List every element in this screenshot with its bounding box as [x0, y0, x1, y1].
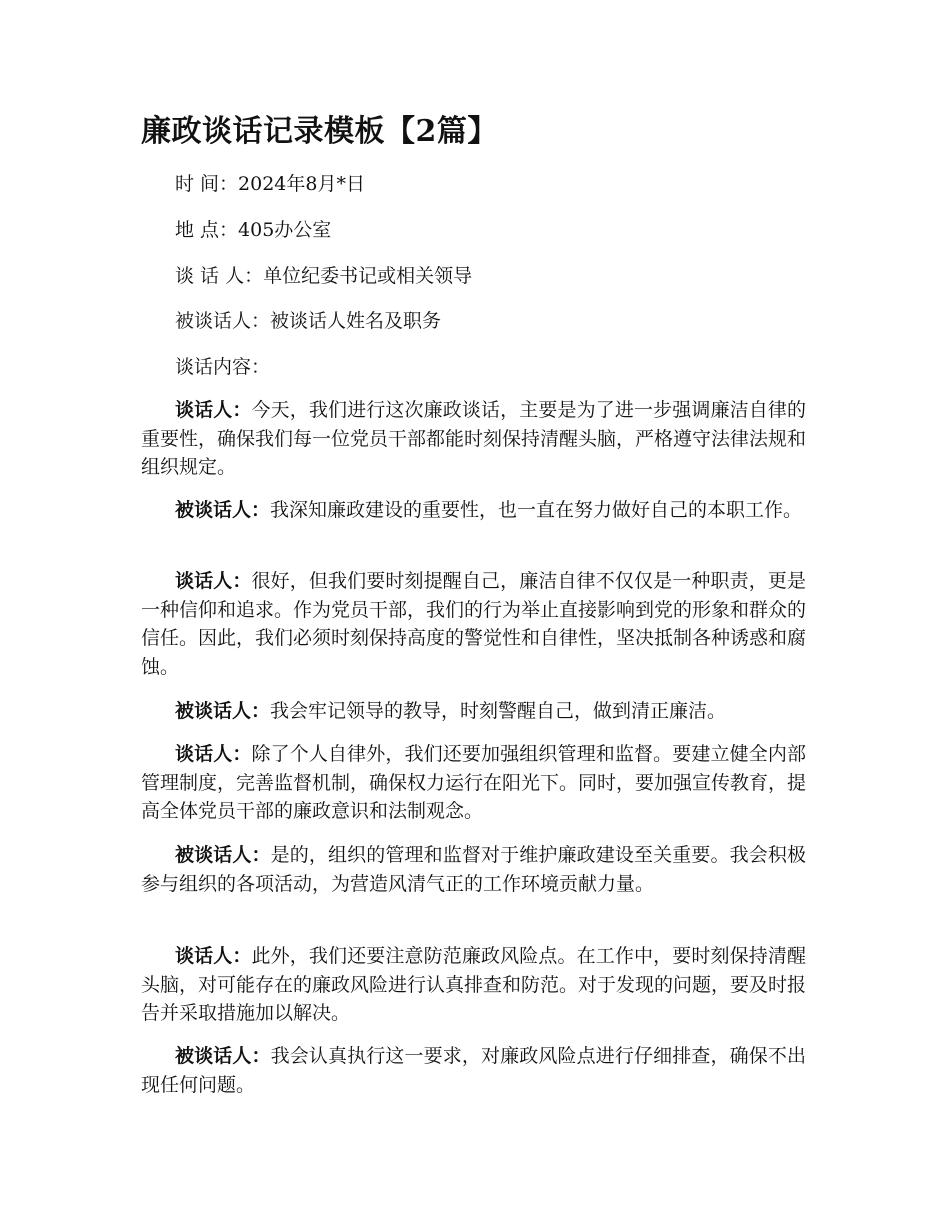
dialogue-paragraph: [141, 740, 806, 826]
meta-time: 时 间：2024年8月*日: [175, 173, 365, 195]
dialogue-paragraph: [141, 942, 806, 1028]
speaker-label: 被谈话人：: [175, 499, 271, 521]
speaker-label: 谈话人：: [175, 743, 252, 765]
dialogue-text: 是的，组织的管理和监督对于维护廉政建设至关重要。我会积极参与组织的各项活动，为营造风清气正的工作环境贡献力量。: [141, 844, 806, 895]
meta-location: 地 点：405办公室: [175, 219, 332, 241]
dialogue-paragraph: [141, 396, 806, 482]
dialogue-text: 此外，我们还要注意防范廉政风险点。在工作中，要时刻保持清醒头脑，对可能存在的廉政风险进行认真排查和防范。对于发现的问题，要及时报告并采取措施加以解决。: [141, 945, 807, 1024]
speaker-label: 谈话人：: [175, 945, 252, 967]
speaker-label: 谈话人：: [175, 570, 252, 592]
dialogue-paragraph: [141, 841, 806, 898]
speaker-label: 被谈话人：: [175, 700, 271, 722]
dialogue-text: 很好，但我们要时刻提醒自己，廉洁自律不仅仅是一种职责，更是一种信仰和追求。作为党员干部，我们的行为举止直接影响到党的形象和群众的信任。因此，我们必须时刻保持高度的警觉性和自律性，坚决抵制各种诱惑和腐蚀。: [141, 570, 807, 678]
dialogue-text: 我会认真执行这一要求，对廉政风险点进行仔细排查，确保不出现任何问题。: [141, 1045, 806, 1096]
meta-interviewee: 被谈话人：被谈话人姓名及职务: [175, 310, 442, 332]
dialogue-paragraph: [141, 1042, 806, 1099]
document-title: 廉政谈话记录模板【2篇】: [141, 114, 498, 149]
dialogue-paragraph: [141, 697, 806, 726]
meta-interviewer: 谈 话 人：单位纪委书记或相关领导: [175, 265, 473, 287]
dialogue-text: 我深知廉政建设的重要性，也一直在努力做好自己的本职工作。: [270, 499, 803, 521]
dialogue-text: 今天，我们进行这次廉政谈话，主要是为了进一步强调廉洁自律的重要性，确保我们每一位党员干部都能时刻保持清醒头脑，严格遵守法律法规和组织规定。: [141, 399, 807, 478]
meta-content-label: 谈话内容：: [175, 356, 271, 378]
speaker-label: 被谈话人：: [175, 1045, 271, 1067]
dialogue-text: 我会牢记领导的教导，时刻警醒自己，做到清正廉洁。: [270, 700, 727, 722]
dialogue-text: 除了个人自律外，我们还要加强组织管理和监督。要建立健全内部管理制度，完善监督机制，确保权力运行在阳光下。同时，要加强宣传教育，提高全体党员干部的廉政意识和法制观念。: [141, 743, 807, 822]
dialogue-paragraph: [141, 567, 806, 681]
speaker-label: 谈话人：: [175, 399, 252, 421]
speaker-label: 被谈话人：: [175, 844, 271, 866]
dialogue-paragraph: [141, 496, 806, 525]
